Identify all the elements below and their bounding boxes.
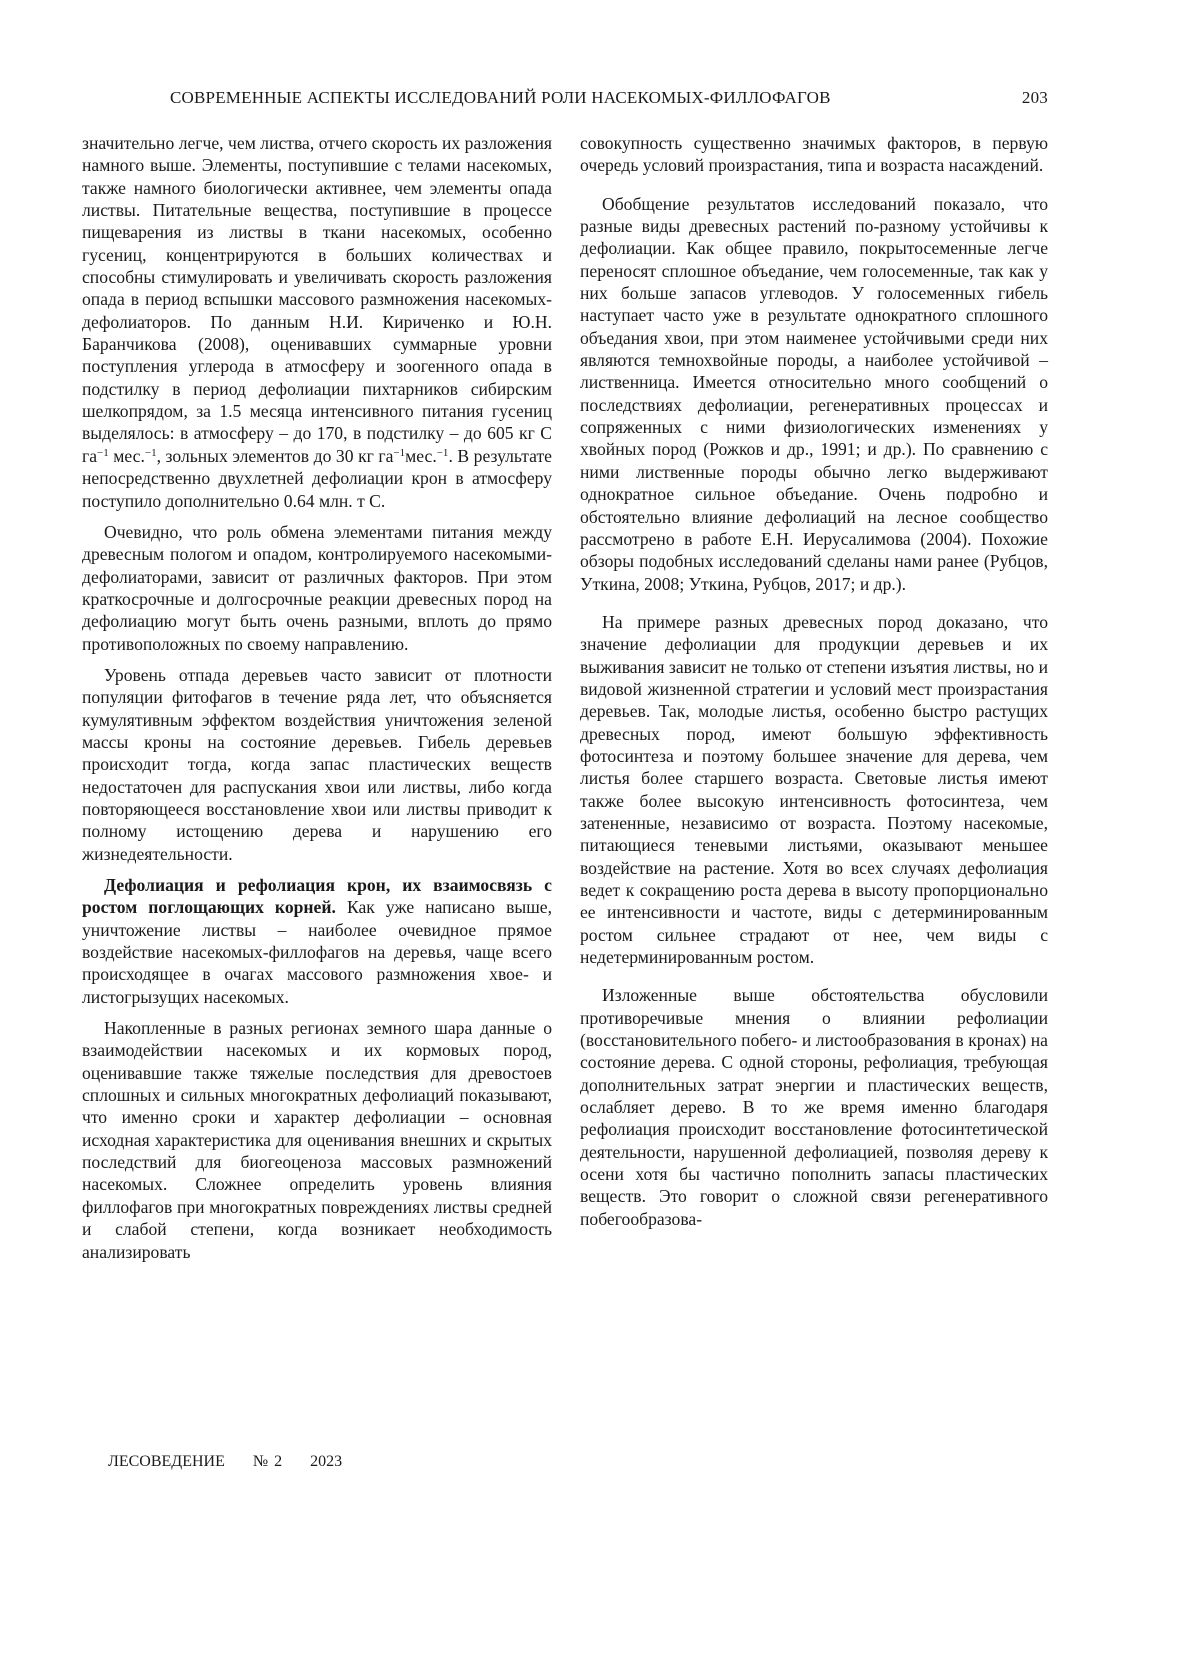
superscript: −1 [393, 447, 405, 459]
year: 2023 [310, 1453, 342, 1470]
text: , зольных элементов до 30 кг га [157, 446, 394, 466]
journal-name: ЛЕСОВЕДЕНИЕ [108, 1453, 225, 1470]
section-heading: Дефолиация и рефолиация крон, их взаимосвязь с ростом поглощающих корней. [82, 875, 552, 917]
left-column [82, 132, 552, 1263]
text: Как уже написано выше, уничтожение листвы – наиболее очевидное прямое воздействие насекомых-филлофагов на деревья, чаще всего происходящее в очагах массового размножения хвое- и листогрызущих насекомых. [82, 897, 552, 1006]
right-column [580, 132, 1048, 1230]
text: мес. [109, 446, 145, 466]
text: значительно легче, чем листва, отчего скорость их разложения намного выше. Элементы, поступившие с телами насекомых, также намного биологически активнее, чем элементы опада листвы. Питательные вещества, поступившие в процессе пищеварения из листвы в ткани насекомых, особенно гусениц, концентрируются в больших количествах и способны стимулировать и увеличивать скорость разложения опада в период вспышки массового размножения насекомых-дефолиаторов. По данным Н.И. Кириченко и Ю.Н. Баранчикова (2008), оценивавших суммарные уровни поступления углерода в атмосферу и зоогенного опада в подстилку в период дефолиации пихтарников сибирским шелкопрядом, за 1.5 месяца интенсивного питания гусениц выделялось: в атмосферу – до 170, в подстилку – до 605 кг С га [82, 133, 552, 466]
paragraph: Уровень отпада деревьев часто зависит от плотности популяции фитофагов в течение ряда лет, что объясняется кумулятивным эффектом воздействия уничтожения зеленой массы кроны на состояние деревьев. Гибель деревьев происходит тогда, когда запас пластических веществ недостаточен для распускания хвои или листвы, либо когда повторяющееся восстановление хвои или листвы приводит к полному истощению дерева и нарушению его жизнедеятельности. [82, 664, 552, 865]
paragraph [82, 874, 552, 1008]
paragraph: Накопленные в разных регионах земного шара данные о взаимодействии насекомых и их кормовых пород, оценивавшие также тяжелые последствия для древостоев сплошных и сильных многократных дефолиаций показывают, что именно сроки и характер дефолиации – основная исходная характеристика для оценивания внешних и скрытых последствий для биогеоценоза массовых размножений насекомых. Сложнее определить уровень влияния филлофагов при многократных повреждениях листвы средней и слабой степени, когда возникает необходимость анализировать [82, 1017, 552, 1263]
page-number: 203 [1022, 88, 1048, 108]
paragraph: Обобщение результатов исследований показало, что разные виды древесных растений по-разному устойчивы к дефолиации. Как общее правило, покрытосеменные легче переносят сплошное объедание, чем голосеменные, так как у них больше запасов углеводов. У голосеменных гибель наступает часто уже в результате однократного сплошного объедания хвои, при этом наименее устойчивыми среди них являются темнохвойные породы, а наиболее устойчивой – лиственница. Имеется относительно много сообщений о последствиях дефолиации, регенеративных процессах и сопряженных с ними физиологических изменениях у хвойных пород (Рожков и др., 1991; и др.). По сравнению с ними лиственные породы обычно легко выдерживают однократное сильное объедание. Очень подробно и обстоятельно влияние дефолиаций на лесное сообщество рассмотрено в работе Е.Н. Иерусалимова (2004). Похожие обзоры подобных исследований сделаны нами ранее (Рубцов, Уткина, 2008; Уткина, Рубцов, 2017; и др.). [580, 193, 1048, 595]
superscript: −1 [437, 447, 449, 459]
page-footer [108, 1453, 364, 1471]
paragraph: На примере разных древесных пород доказано, что значение дефолиации для продукции деревьев и их выживания зависит не только от степени изъятия листвы, но и видовой жизненной стратегии и условий мест произрастания деревьев. Так, молодые листья, особенно быстро растущих древесных пород, имеют большую эффективность фотосинтеза и поэтому большее значение для дерева, чем листья более старшего возраста. Световые листья имеют также более высокую интенсивность фотосинтеза, чем затененные, независимо от возраста. Поэтому насекомые, питающиеся теневыми листьями, оказывают меньшее воздействие на растение. Хотя во всех случаях дефолиация ведет к сокращению роста дерева в высоту пропорционально ее интенсивности и частоте, виды с детерминированным ростом сильнее страдают от нее, чем виды с недетерминированным ростом. [580, 611, 1048, 969]
superscript: −1 [145, 447, 157, 459]
paragraph: Очевидно, что роль обмена элементами питания между древесным пологом и опадом, контролируемого насекомыми-дефолиаторами, зависит от различных факторов. При этом краткосрочные и долгосрочные реакции древесных пород на дефолиацию могут быть очень разными, вплоть до прямо противоположных по своему направлению. [82, 521, 552, 655]
paragraph: Изложенные выше обстоятельства обусловили противоречивые мнения о влиянии рефолиации (восстановительного побего- и листообразования в кронах) на состояние дерева. С одной стороны, рефолиация, требующая дополнительных затрат энергии и пластических веществ, ослабляет дерево. В то же время именно благодаря рефолиация происходит восстановление фотосинтетической деятельности, нарушенной дефолиацией, позволяя дереву к осени хотя бы частично пополнить запасы пластических веществ. Это говорит о сложной связи регенеративного побегообразова- [580, 984, 1048, 1230]
running-title: СОВРЕМЕННЫЕ АСПЕКТЫ ИССЛЕДОВАНИЙ РОЛИ НАСЕКОМЫХ-ФИЛЛОФАГОВ [170, 88, 831, 108]
superscript: −1 [97, 447, 109, 459]
paragraph [82, 132, 552, 512]
page-header [82, 88, 1048, 114]
text: мес. [405, 446, 437, 466]
issue-number: № 2 [253, 1453, 282, 1470]
text: . В результате непосредственно двухлетней дефолиации крон в атмосферу поступило дополнительно 0.64 млн. т С. [82, 446, 552, 511]
paragraph: совокупность существенно значимых факторов, в первую очередь условий произрастания, типа и возраста насаждений. [580, 132, 1048, 177]
